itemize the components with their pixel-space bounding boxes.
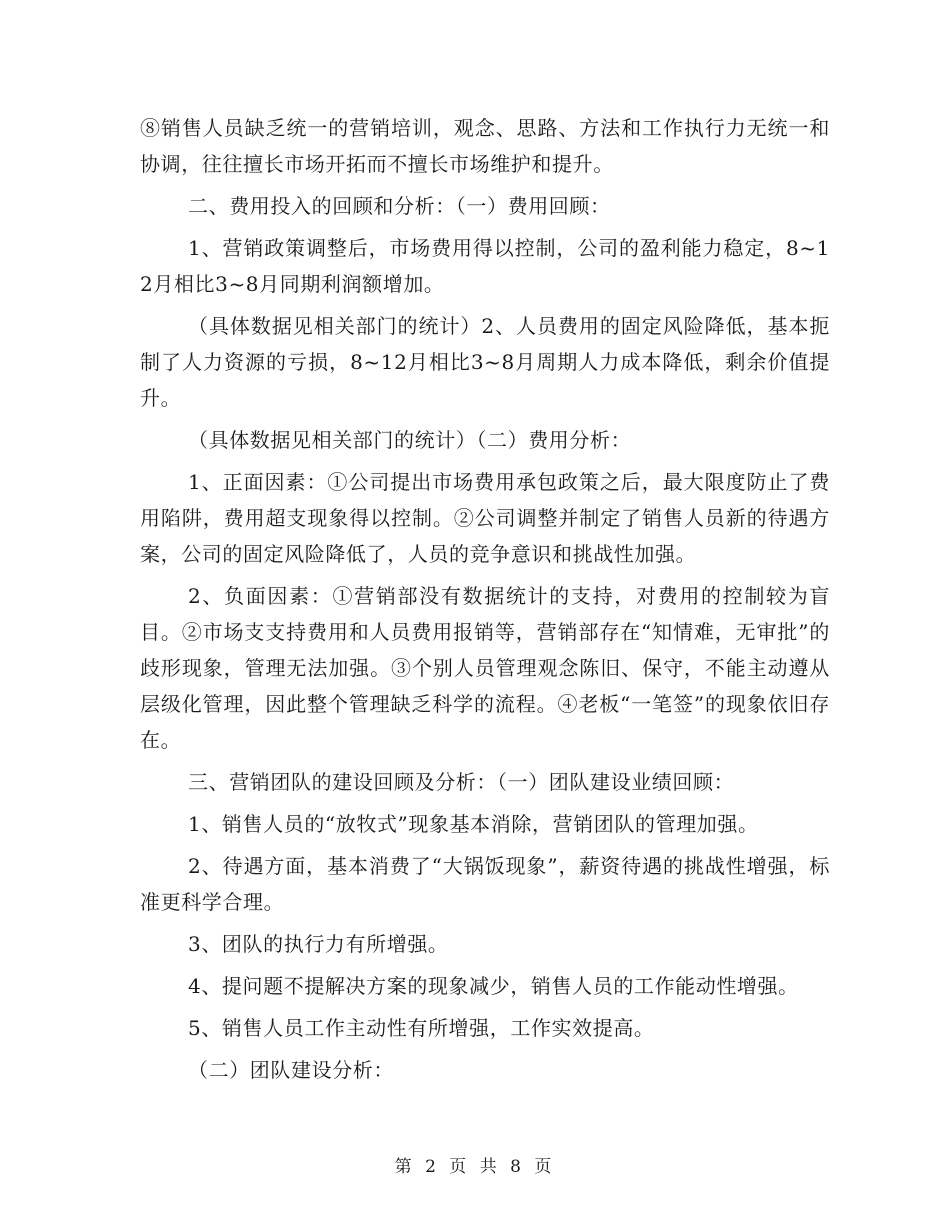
paragraph: 3、团队的执行力有所增强。: [188, 932, 449, 956]
paragraph: 1、销售人员的“放牧式”现象基本消除，营销团队的管理加强。: [188, 812, 759, 836]
page-number-footer: 第 2 页 共 8 页: [394, 1157, 556, 1177]
paragraph: 4、提问题不提解决方案的现象减少，销售人员的工作能动性增强。: [188, 974, 799, 998]
paragraph: 三、营销团队的建设回顾及分析：（一）团队建设业绩回顾：: [188, 770, 735, 794]
paragraph: 5、销售人员工作主动性有所增强，工作实效提高。: [188, 1016, 655, 1040]
paragraph: 二、费用投入的回顾和分析：（一）费用回顾：: [188, 194, 611, 218]
document-body: [140, 110, 830, 1094]
paragraph: 1、正面因素：①公司提出市场费用承包政策之后，最大限度防止了费用陷阱，费用超支现象得以控制。②公司调整并制定了销售人员新的待遇方案，公司的固定风险降低了，人员的竞争意识和挑战性加强。: [140, 470, 830, 566]
paragraph: （具体数据见相关部门的统计）2、人员费用的固定风险降低，基本扼制了人力资源的亏损，8~12月相比3~8月周期人力成本降低，剩余价值提升。: [140, 314, 830, 410]
paragraph: （具体数据见相关部门的统计）（二）费用分析：: [188, 428, 632, 452]
paragraph: （二）团队建设分析：: [188, 1058, 394, 1082]
paragraph: 2、负面因素：①营销部没有数据统计的支持，对费用的控制较为盲目。②市场支支持费用和人员费用报销等，营销部存在“知情难，无审批”的歧形现象，管理无法加强。③个别人员管理观念陈旧、保守，不能主动遵从层级化管理，因此整个管理缺乏科学的流程。④老板“一笔签”的现象依旧存在。: [140, 584, 830, 752]
paragraph: 2、待遇方面，基本消费了“大锅饭现象”，薪资待遇的挑战性增强，标准更科学合理。: [140, 854, 830, 914]
paragraph: ⑧销售人员缺乏统一的营销培训，观念、思路、方法和工作执行力无统一和协调，往往擅长市场开拓而不擅长市场维护和提升。: [140, 116, 830, 176]
paragraph: 1、营销政策调整后，市场费用得以控制，公司的盈利能力稳定，8~12月相比3~8月同期利润额增加。: [140, 236, 830, 296]
